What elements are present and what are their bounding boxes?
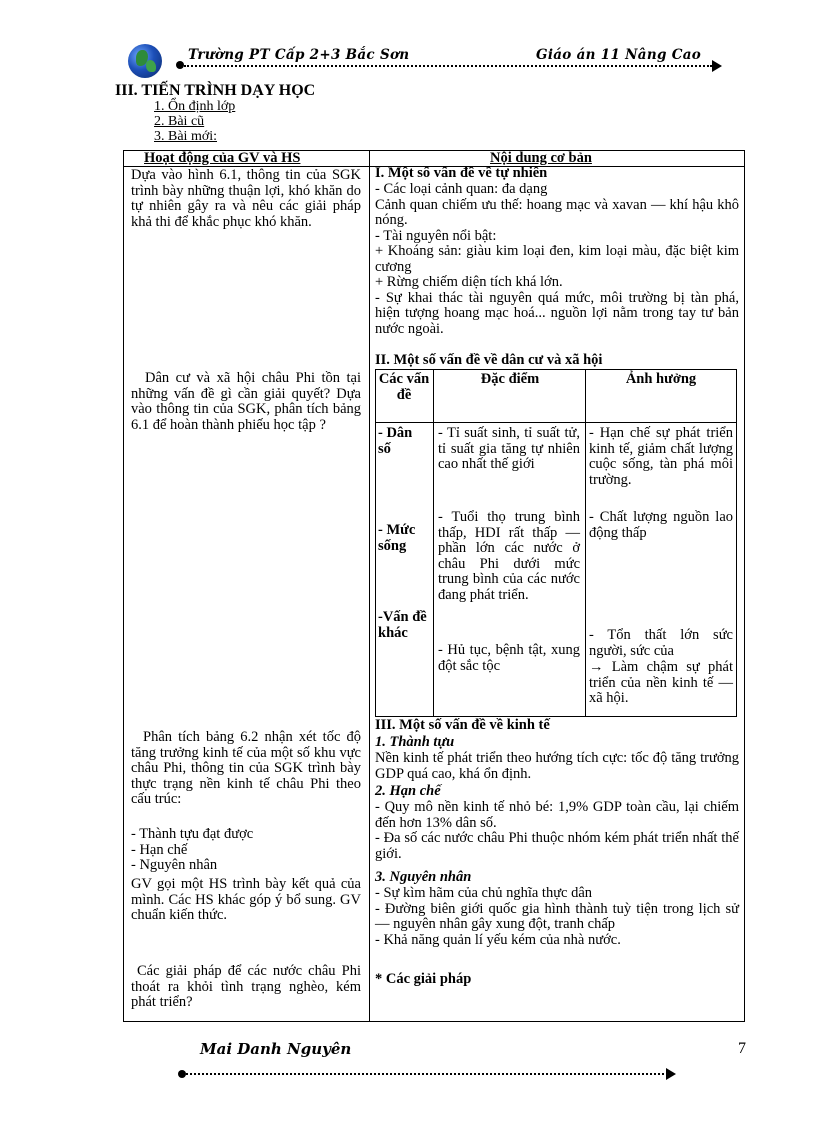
right-section-2-title: II. Một số vấn đề về dân cư và xã hội [375,352,603,368]
section-title: III. TIẾN TRÌNH DẠY HỌC [115,82,316,99]
left-activity-3-list [131,827,361,874]
impact-living-standard: - Chất lượng nguồn lao động thấp [589,509,733,541]
list-item: - Tài nguyên nổi bật: [375,227,497,244]
globe-icon [128,44,162,78]
population-table-header: Các vấn đề [378,371,430,403]
list-item: - Thành tựu đạt được [131,826,254,842]
solutions-heading: * Các giải pháp [375,971,472,987]
header-arrow-icon [712,60,722,72]
step-2: 2. Bài cũ [154,114,205,129]
list-item: - Sự kìm hãm của chủ nghĩa thực dân [375,885,593,901]
impact-other-issues: - Tổn thất lớn sức người, sức của [589,627,733,659]
left-activity-5: Các giải pháp để các nước châu Phi thoát ra khỏi tình trạng nghèo, kém phát triển? [131,963,361,1010]
impact-other-issues-consequence: → Làm chậm sự phát triển của nền kinh tế — xã hội. [589,659,733,706]
list-item: + Khoáng sản: giàu kim loại đen, kim loại màu, đặc biệt kim cương [375,243,739,275]
list-item: - Đường biên giới quốc gia hình thành tuỳ tiện trong lịch sử — nguyên nhân gây xung đột, tranh chấp [375,900,739,932]
list-item: - Các loại cảnh quan: đa dạng [375,181,548,197]
list-item: Cảnh quan chiếm ưu thế: hoang mạc và xavan — khí hậu khô nóng. [375,196,739,228]
sub-heading-achievements: 1. Thành tựu [375,734,455,750]
section-steps [154,99,246,144]
row-label-living-standard: - Mức sống [378,522,416,554]
list-item: - Nguyên nhân [131,857,218,873]
step-1: 1. Ổn định lớp [154,99,236,114]
step-3: 3. Bài mới: [154,129,218,144]
header-school: Trường PT Cấp 2+3 Bắc Sơn [188,47,410,63]
footer-author: Mai Danh Nguyên [200,1040,352,1058]
list-item: - Quy mô nền kinh tế nhỏ bé: 1,9% GDP toàn cầu, lại chiếm đến hơn 13% dân số. [375,799,739,831]
achievements-text: Nền kinh tế phát triển theo hướng tích cực: tốc độ tăng trưởng GDP quá cao, khá ổn định. [375,750,739,782]
impact-population: - Hạn chế sự phát triển kinh tế, giảm chất lượng cuộc sống, tàn phá môi trường. [589,425,733,488]
row-label-other-issues: -Vấn đề khác [378,609,427,641]
column-divider [369,150,370,1022]
list-item: - Khả năng quản lí yếu kém của nhà nước. [375,931,621,948]
footer-dot [178,1070,186,1078]
left-activity-3: Phân tích bảng 6.2 nhận xét tốc độ tăng trưởng kinh tế của một số khu vực châu Phi, thông tin của SGK trình bày thực trạng nền kinh tế châu Phi theo cấu trúc: [131,729,361,807]
sub-heading-causes: 3. Nguyên nhân [375,869,472,885]
right-section-1-body [375,182,739,337]
header-dot [176,61,184,69]
header-rule [184,65,712,67]
col-header-content: Nội dung cơ bản [490,150,592,166]
causes-text [375,886,739,948]
right-section-3-title: III. Một số vấn đề về kinh tế [375,717,550,733]
population-table [375,369,737,717]
population-table-header: Ảnh hưởng [625,371,697,387]
sub-heading-limitations: 2. Hạn chế [375,783,441,799]
left-activity-1: Dựa vào hình 6.1, thông tin của SGK trình bày những thuận lợi, khó khăn do tự nhiên gây ra và nêu các giải pháp khả thi để khắc phục khó khăn. [131,167,361,230]
footer-rule [186,1073,668,1075]
feature-living-standard: - Tuổi thọ trung bình thấp, HDI rất thấp — phần lớn các nước ở châu Phi dưới mức trung bình của các nước đang phát triển. [438,509,580,603]
col-header-activities: Hoạt động của GV và HS [144,150,301,166]
right-section-1-title: I. Một số vấn đề về tự nhiên [375,165,548,181]
left-activity-4: GV gọi một HS trình bày kết quả của mình. Các HS khác góp ý bổ sung. GV chuẩn kiến thức. [131,876,361,923]
left-activity-2: Dân cư và xã hội châu Phi tồn tại những vấn đề gì cần giải quyết? Dựa vào thông tin của SGK, phân tích bảng 6.1 để hoàn thành phiếu học tập ? [131,370,361,433]
header-subject: Giáo án 11 Nâng Cao [536,47,702,63]
feature-population: - Tỉ suất sinh, tỉ suất tử, tỉ suất gia tăng tự nhiên cao nhất thế giới [438,425,580,472]
list-item: - Đa số các nước châu Phi thuộc nhóm kém phát triển nhất thế giới. [375,830,739,862]
population-table-header: Đặc điểm [480,371,540,387]
limitations-text [375,800,739,862]
feature-other-issues: - Hủ tục, bệnh tật, xung đột sắc tộc [438,642,580,674]
list-item: + Rừng chiếm diện tích khá lớn. [375,274,563,290]
list-item: - Sự khai thác tài nguyên quá mức, môi trường bị tàn phá, hiện tượng hoang mạc hoá... nguồn lợi nằm trong tay tư bản nước ngoài. [375,289,739,337]
row-label-population: - Dân số [378,425,413,457]
footer-arrow-icon [666,1068,676,1080]
list-item: - Hạn chế [131,841,188,858]
page-number: 7 [738,1040,746,1057]
